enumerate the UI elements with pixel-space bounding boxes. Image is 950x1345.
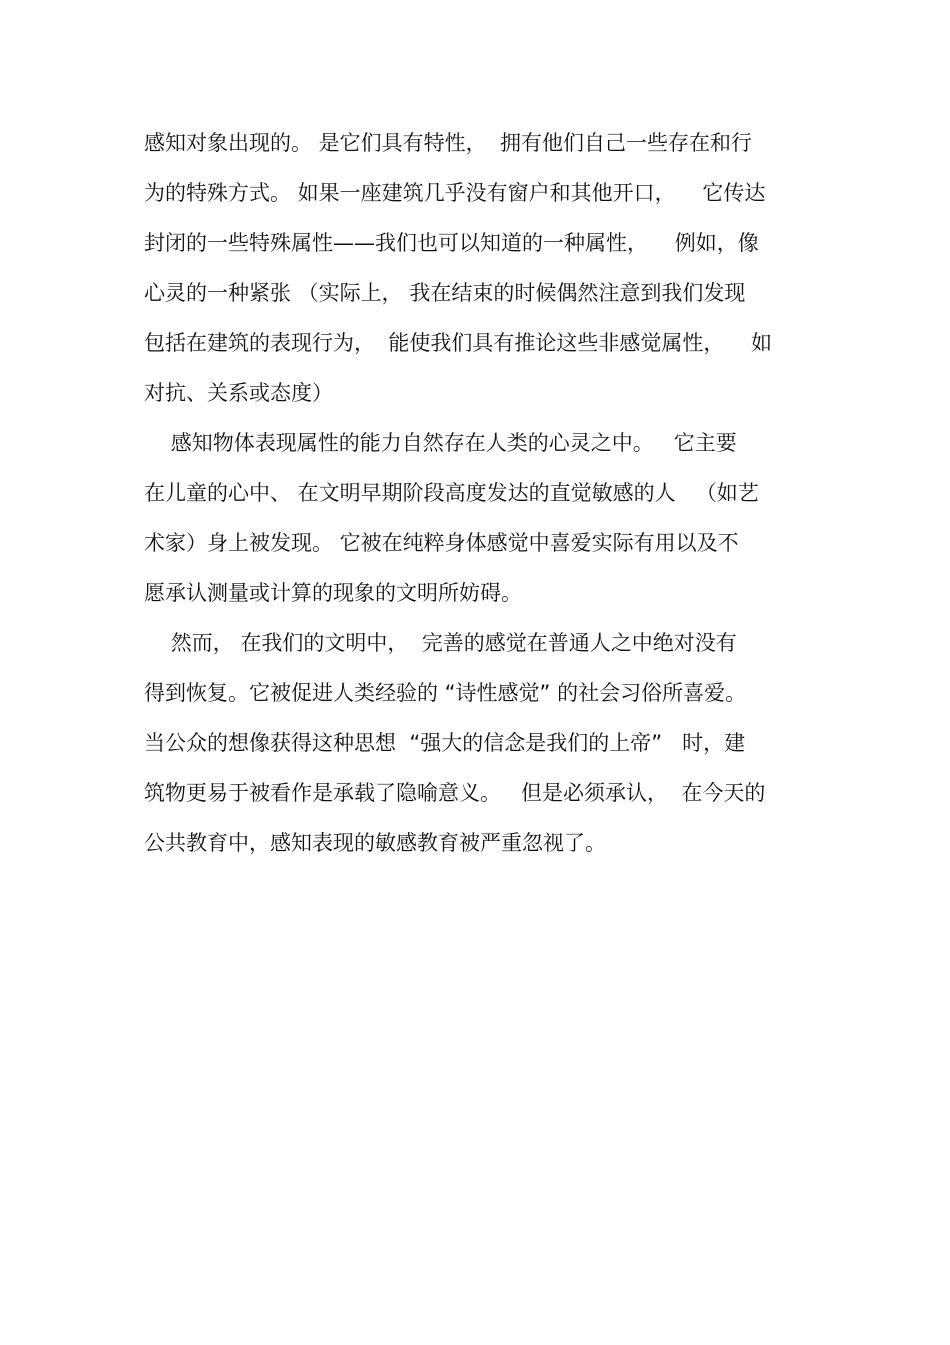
text-line: 公共教育中，感知表现的敏感教育被严重忽视了。	[144, 831, 606, 855]
text-line: 感知对象出现的。 是它们具有特性， 拥有他们自己一些存在和行	[144, 131, 753, 155]
body-text	[144, 118, 814, 868]
text-line: 筑物更易于被看作是承载了隐喻意义。 但是必须承认， 在今天的	[144, 781, 766, 805]
text-line: 感知物体表现属性的能力自然存在人类的心灵之中。 它主要	[144, 431, 737, 455]
text-line: 然而， 在我们的文明中， 完善的感觉在普通人之中绝对没有	[144, 631, 737, 655]
text-line: 术家）身上被发现。 它被在纯粹身体感觉中喜爱实际有用以及不	[144, 531, 739, 555]
text-line: 包括在建筑的表现行为， 能使我们具有推论这些非感觉属性， 如	[144, 331, 773, 355]
text-line: 当公众的想像获得这种思想 “强大的信念是我们的上帝” 时，建	[144, 731, 746, 755]
text-line: 封闭的一些特殊属性——我们也可以知道的一种属性， 例如，像	[144, 231, 759, 255]
text-line: 为的特殊方式。 如果一座建筑几乎没有窗户和其他开口， 它传达	[144, 181, 766, 205]
text-line: 对抗、关系或态度）	[144, 381, 333, 405]
text-line: 心灵的一种紧张 （实际上， 我在结束的时候偶然注意到我们发现	[144, 281, 746, 305]
text-line: 得到恢复。它被促进人类经验的 “诗性感觉” 的社会习俗所喜爱。	[144, 681, 747, 705]
text-line: 愿承认测量或计算的现象的文明所妨碍。	[144, 581, 522, 605]
text-line: 在儿童的心中、 在文明早期阶段高度发达的直觉敏感的人 （如艺	[144, 481, 759, 505]
